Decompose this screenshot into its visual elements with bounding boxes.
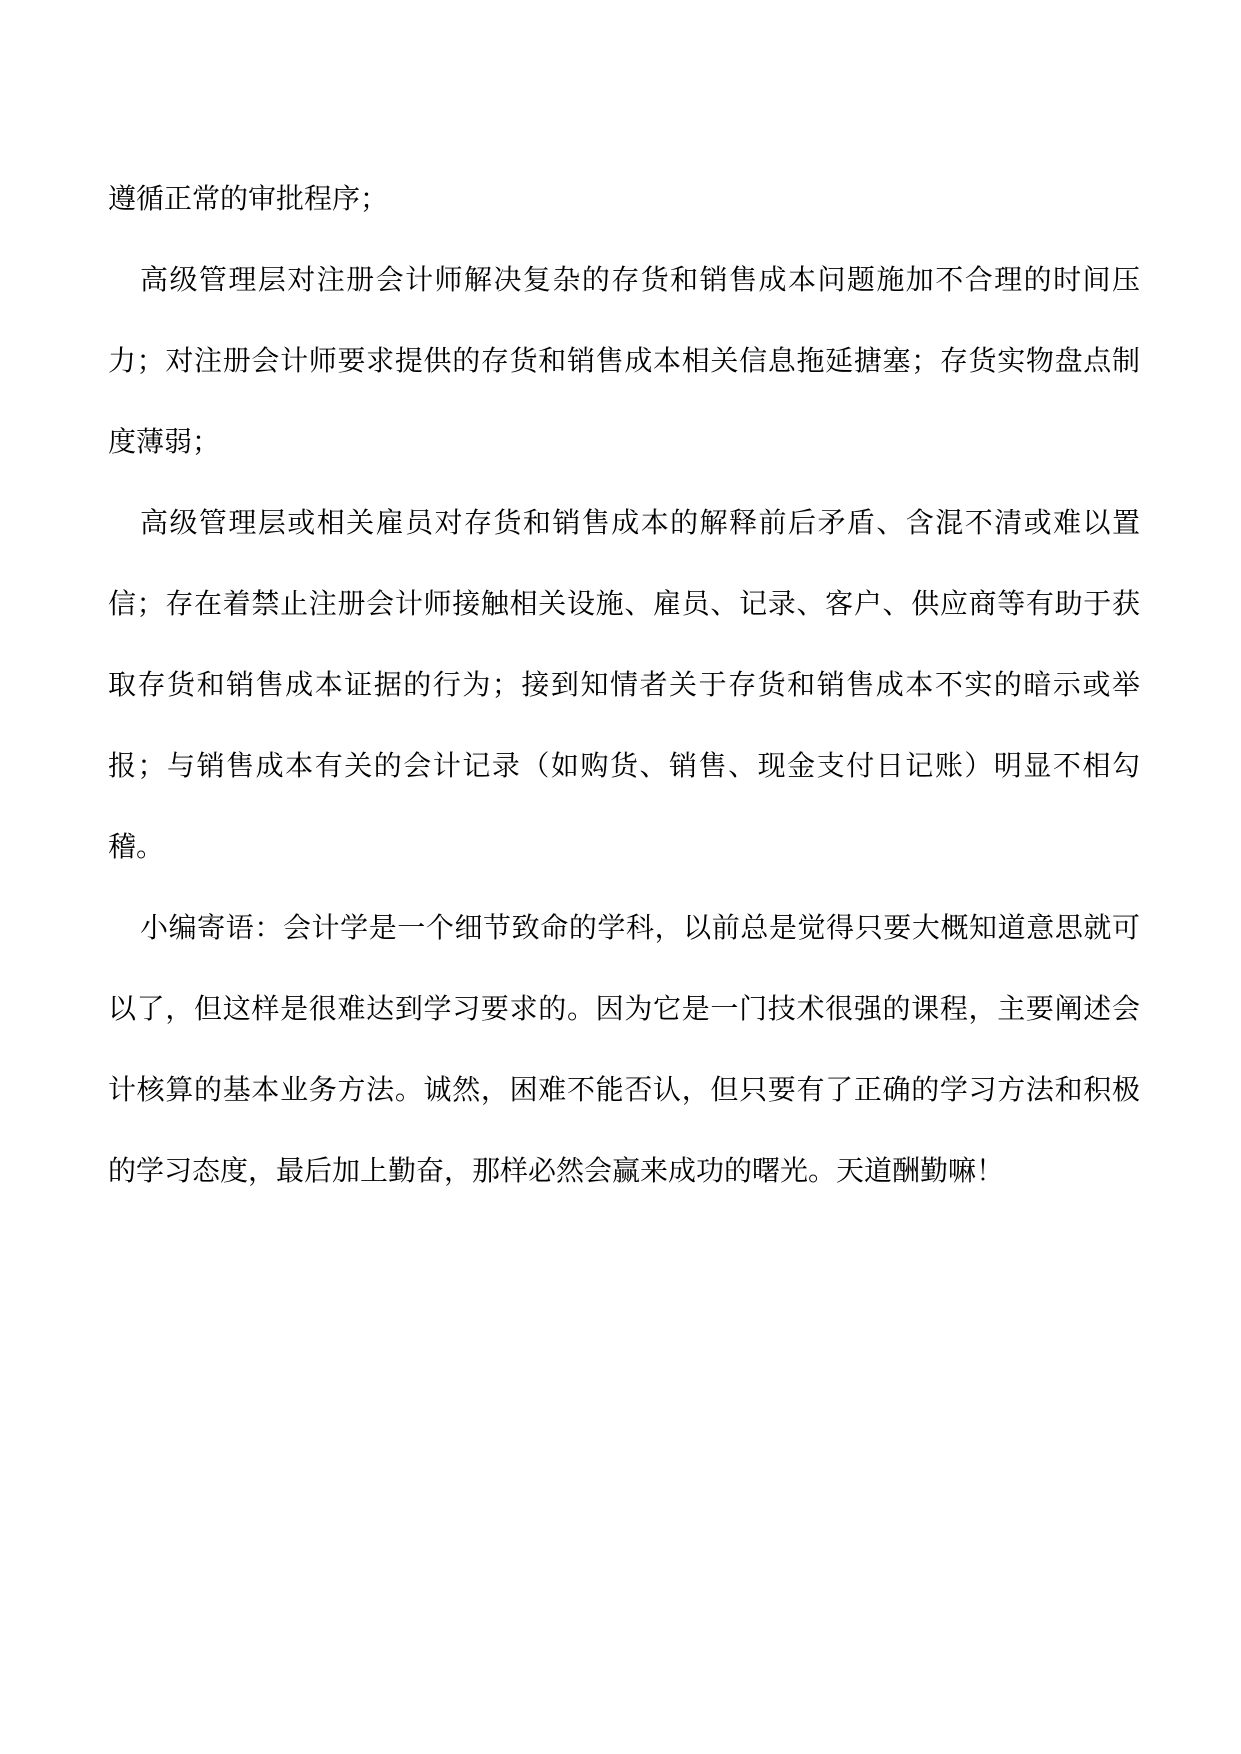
- paragraph-management-pressure: 高级管理层对注册会计师解决复杂的存货和销售成本问题施加不合理的时间压力；对注册会计师要求提供的存货和销售成本相关信息拖延搪塞；存货实物盘点制度薄弱；: [108, 263, 1140, 458]
- paragraph-editor-note: 小编寄语：会计学是一个细节致命的学科，以前总是觉得只要大概知道意思就可以了，但这样是很难达到学习要求的。因为它是一门技术很强的课程，主要阐述会计核算的基本业务方法。诚然，困难不能否认，但只要有了正确的学习方法和积极的学习态度，最后加上勤奋，那样必然会赢来成功的曙光。天道酬勤嘛！: [108, 911, 1140, 1187]
- document-body: [108, 158, 1140, 1211]
- paragraph-approval-procedure: 遵循正常的审批程序；: [108, 182, 389, 215]
- paragraph-inconsistent-explanations: 高级管理层或相关雇员对存货和销售成本的解释前后矛盾、含混不清或难以置信；存在着禁止注册会计师接触相关设施、雇员、记录、客户、供应商等有助于获取存货和销售成本证据的行为；接到知情者关于存货和销售成本不实的暗示或举报；与销售成本有关的会计记录（如购货、销售、现金支付日记账）明显不相勾稽。: [108, 506, 1140, 863]
